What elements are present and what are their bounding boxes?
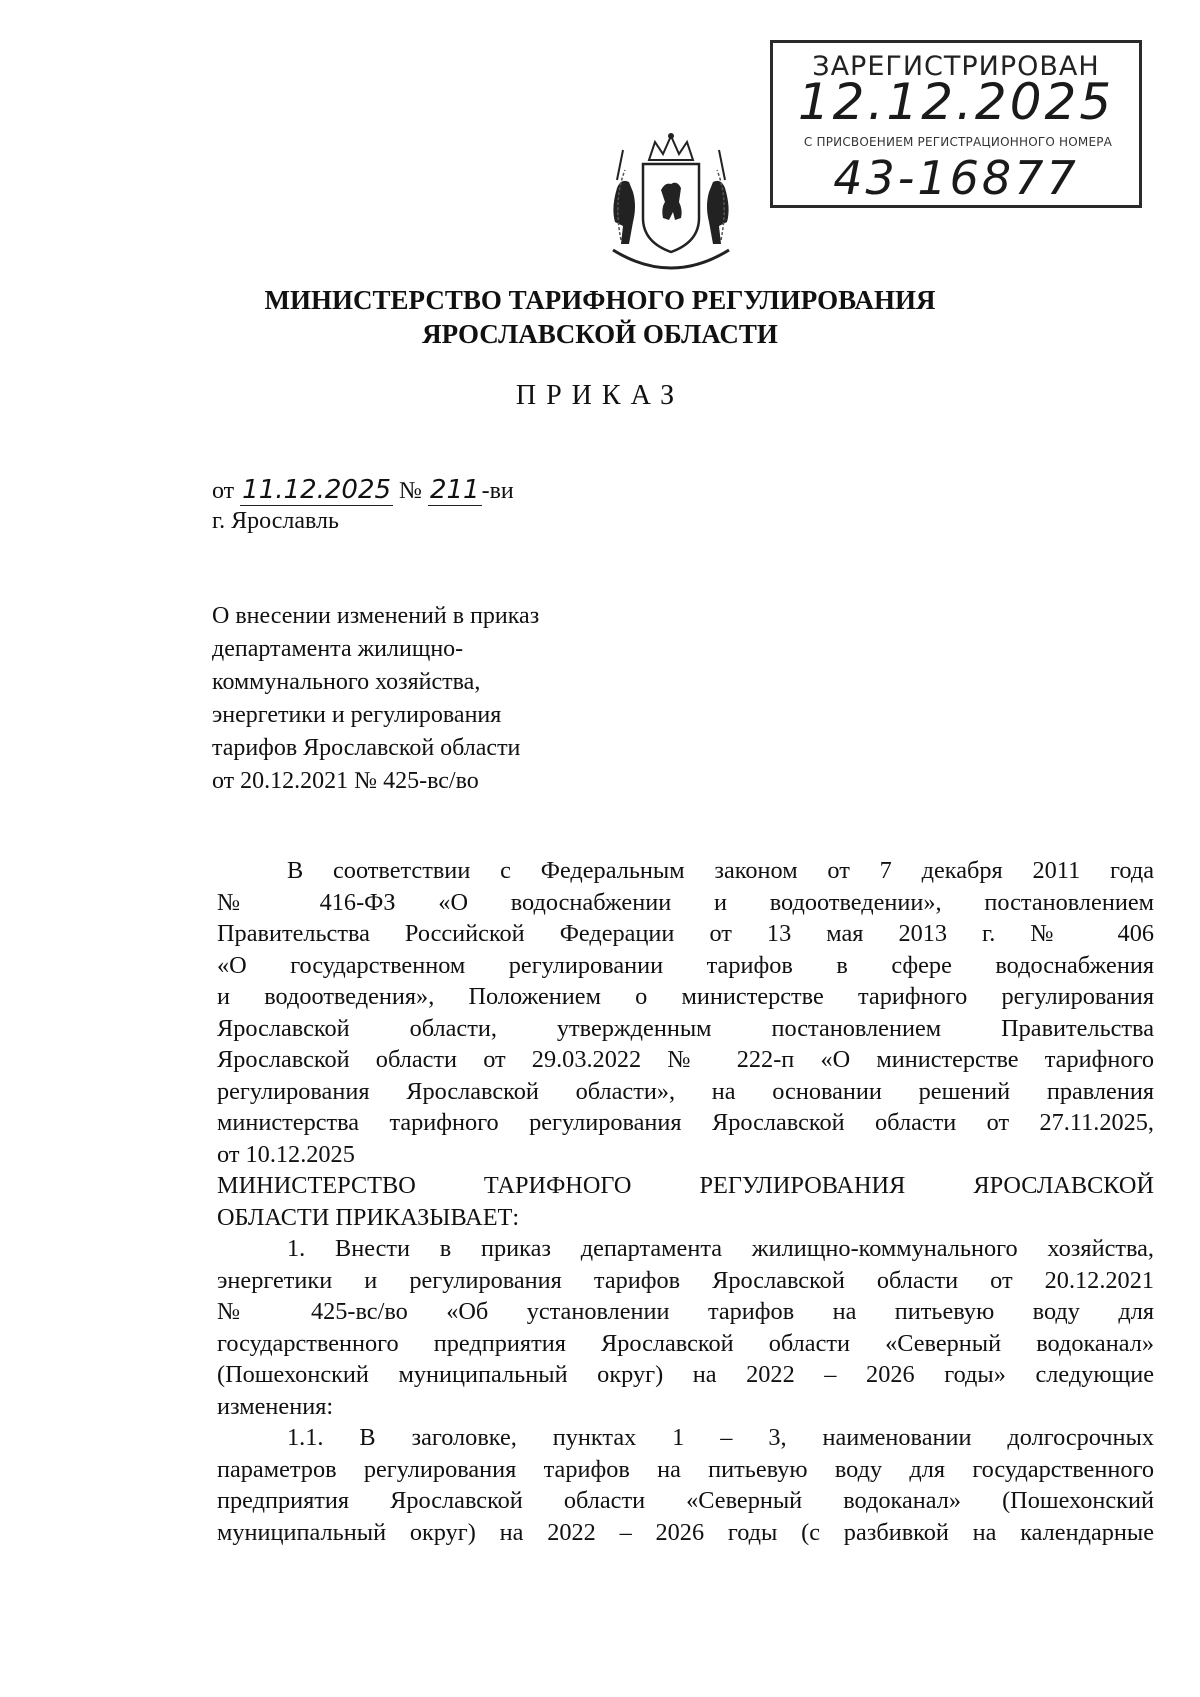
document-type: ПРИКАЗ <box>515 380 685 411</box>
item1-line: изменения: <box>217 1392 334 1420</box>
order-date-number <box>212 475 514 505</box>
stamp-note: С ПРИСВОЕНИЕМ РЕГИСТРАЦИОННОГО НОМЕРА <box>803 135 1113 149</box>
preamble-line: В соответствии с Федеральным законом от 7 декабря 2011 года <box>287 857 1154 884</box>
coat-of-arms-icon <box>603 130 739 280</box>
order-date: 11.12.2025 <box>242 475 392 505</box>
order-city: г. Ярославль <box>212 508 339 534</box>
stamp-date: 12.12.2025 <box>797 73 1115 131</box>
preamble-line: Ярославской области от 29.03.2022 № 222-п «О министерстве тарифного <box>217 1046 1154 1073</box>
order-number-suffix: -ви <box>481 478 514 504</box>
preamble-line: Ярославской области, утвержденным постановлением Правительства <box>217 1014 1154 1042</box>
stamp-number: 43-16877 <box>833 151 1079 205</box>
subject-line: коммунального хозяйства, <box>212 669 481 695</box>
preamble-line: и водоотведения», Положением о министерстве тарифного регулирования <box>217 983 1154 1010</box>
item1-line: № 425-вс/во «Об установлении тарифов на питьевую воду для <box>217 1298 1154 1325</box>
preamble-line: министерства тарифного регулирования Ярославской области от 27.11.2025, <box>217 1109 1154 1136</box>
registration-stamp <box>770 40 1142 208</box>
preamble-line: № 416-ФЗ «О водоснабжении и водоотведении», постановлением <box>217 888 1154 916</box>
order-body <box>217 855 1154 1548</box>
subject-line: департамента жилищно- <box>212 636 464 662</box>
item1-line: 1. Внести в приказ департамента жилищно-коммунального хозяйства, <box>287 1235 1154 1262</box>
order-number: 211 <box>429 475 480 505</box>
ministry-name-line2: ЯРОСЛАВСКОЙ ОБЛАСТИ <box>422 319 778 349</box>
order-from-label: от <box>212 478 235 504</box>
decree-line: ОБЛАСТИ ПРИКАЗЫВАЕТ: <box>217 1203 520 1231</box>
item11-line: параметров регулирования тарифов на питьевую воду для государственного <box>217 1455 1154 1483</box>
item1-line: государственного предприятия Ярославской области «Северный водоканал» <box>217 1329 1154 1357</box>
item1-line: энергетики и регулирования тарифов Ярославской области от 20.12.2021 <box>217 1266 1154 1294</box>
item1-line: (Пошехонский муниципальный округ) на 2022 – 2026 годы» следующие <box>217 1361 1154 1388</box>
preamble-line: Правительства Российской Федерации от 13 мая 2013 г. № 406 <box>217 920 1154 947</box>
subject-line: О внесении изменений в приказ <box>212 603 540 629</box>
stamp-title: ЗАРЕГИСТРИРОВАН <box>812 51 1100 82</box>
subject-line: тарифов Ярославской области <box>212 735 521 761</box>
preamble-line: от 10.12.2025 <box>217 1140 355 1168</box>
decree-line: МИНИСТЕРСТВО ТАРИФНОГО РЕГУЛИРОВАНИЯ ЯРОСЛАВСКОЙ <box>217 1172 1154 1199</box>
item11-line: предприятия Ярославской области «Северный водоканал» (Пошехонский <box>217 1487 1154 1514</box>
subject-line: от 20.12.2021 № 425-вс/во <box>212 768 479 794</box>
item11-line: муниципальный округ) на 2022 – 2026 годы (с разбивкой на календарные <box>217 1518 1154 1546</box>
order-number-label: № <box>399 478 422 504</box>
order-subject <box>212 600 632 798</box>
item11-line: 1.1. В заголовке, пунктах 1 – 3, наименовании долгосрочных <box>287 1424 1154 1451</box>
preamble-line: регулирования Ярославской области», на основании решений правления <box>217 1077 1154 1105</box>
ministry-name-line1: МИНИСТЕРСТВО ТАРИФНОГО РЕГУЛИРОВАНИЯ <box>264 285 936 315</box>
subject-line: энергетики и регулирования <box>212 702 502 728</box>
ministry-name <box>0 283 1200 351</box>
preamble-line: «О государственном регулировании тарифов в сфере водоснабжения <box>217 951 1154 979</box>
